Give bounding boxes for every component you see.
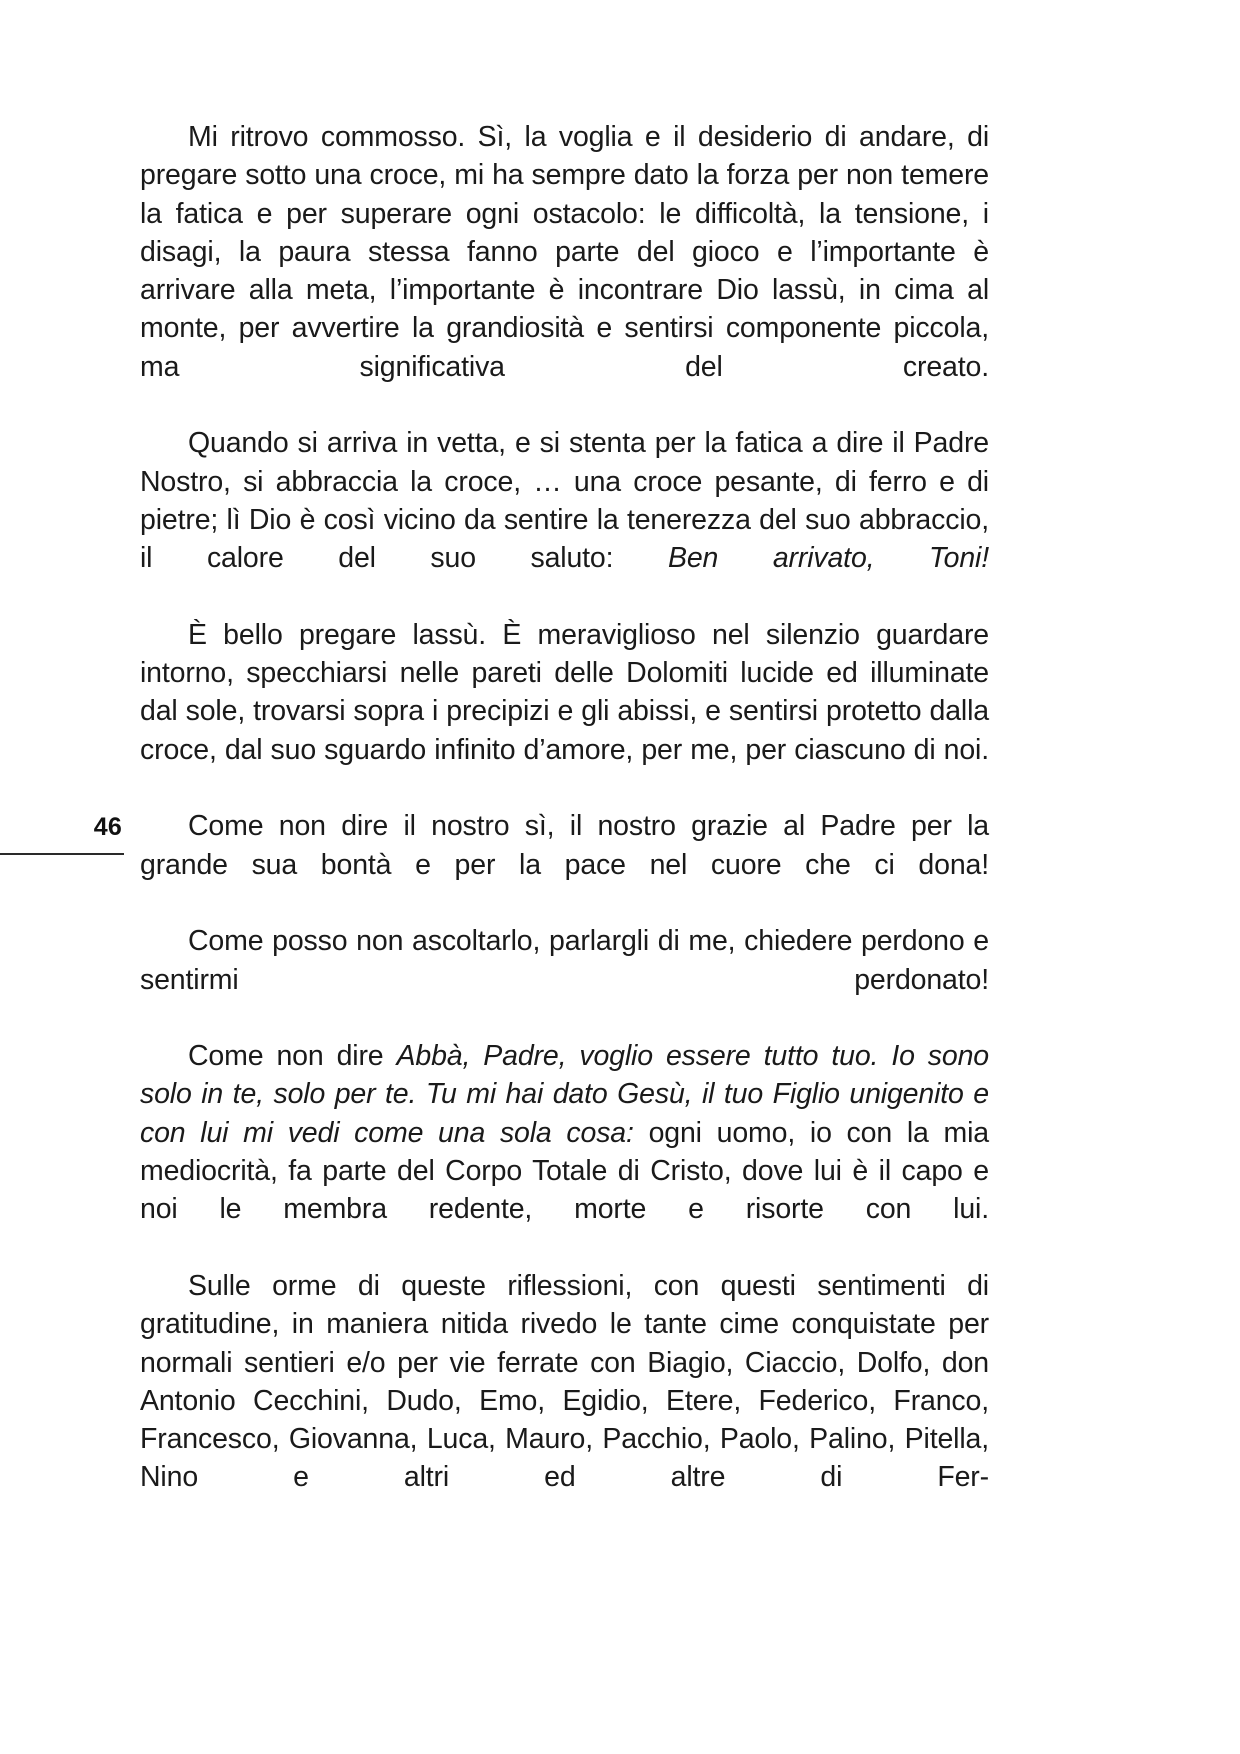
text-run: È bello pregare lassù. È meraviglioso nel silenzio guardare intorno, specchiarsi nelle pareti delle Dolomiti lucide ed illuminate dal sole, trovarsi sopra i precipizi e gli abissi, e sentirsi protetto dalla croce, dal suo sguardo infinito d’amore, per me, per ciascuno di noi. [140,618,989,766]
text-run: Mi ritrovo commosso. Sì, la voglia e il desiderio di andare, di pregare sotto una croce, mi ha sempre dato la forza per non temere la fatica e per superare ogni ostacolo: le difficoltà, la tensione, i disagi, la paura stessa fanno parte del gioco e l’importante è arrivare alla meta, l’importante è incontrare Dio lassù, in cima al monte, per avvertire la grandiosità e sentirsi componente piccola, ma significativa del creato. [140,121,989,383]
text-run: ogni uomo, io con la mia mediocrità, fa parte del Corpo Totale di Cristo, dove lui è il capo e noi le membra redente, morte e risorte con lui. [140,1116,989,1226]
paragraph [140,1037,989,1267]
paragraph [140,424,989,615]
page-number: 46 [93,813,122,841]
paragraph [140,807,989,922]
paragraph [140,616,989,807]
folio-block [0,812,124,860]
text-run: Come non dire [188,1040,397,1073]
emphasis-run: Ben arrivato, Toni! [667,542,989,575]
emphasis-run: Abbà, Padre, voglio essere tutto tuo. Io sono solo in te, solo per te. Tu mi hai dato Gesù, il tuo Figlio unigenito e con lui mi vedi come una sola cosa: [140,1040,990,1149]
text-run: Come non dire il nostro sì, il nostro grazie al Padre per la grande sua bontà e per la pace nel cuore che ci dona! [140,810,989,881]
text-run: Sulle orme di queste riflessioni, con questi sentimenti di gratitudine, in maniera nitida rivedo le tante cime conquistate per normali sentieri e/o per vie ferrate con Biagio, Ciaccio, Dolfo, don Antonio Cecchini, Dudo, Emo, Egidio, Etere, Federico, Franco, Francesco, Giovanna, Luca, Mauro, Pacchio, Paolo, Palino, Pitella, Nino e altri ed altre di Fer- [140,1269,989,1494]
text-run: Quando si arriva in vetta, e si stenta per la fatica a dire il Padre Nostro, si abbraccia la croce, … una croce pesante, di ferro e di pietre; lì Dio è così vicino da sentire la tenerezza del suo abbraccio, il calore del suo saluto: [140,427,989,575]
paragraph [140,1267,989,1535]
paragraph [140,118,989,424]
body-text-column [140,118,989,1535]
folio-rule [0,853,124,855]
text-run: Come posso non ascoltarlo, parlargli di me, chiedere perdono e sentirmi perdonato! [140,925,989,996]
paragraph [140,922,989,1037]
